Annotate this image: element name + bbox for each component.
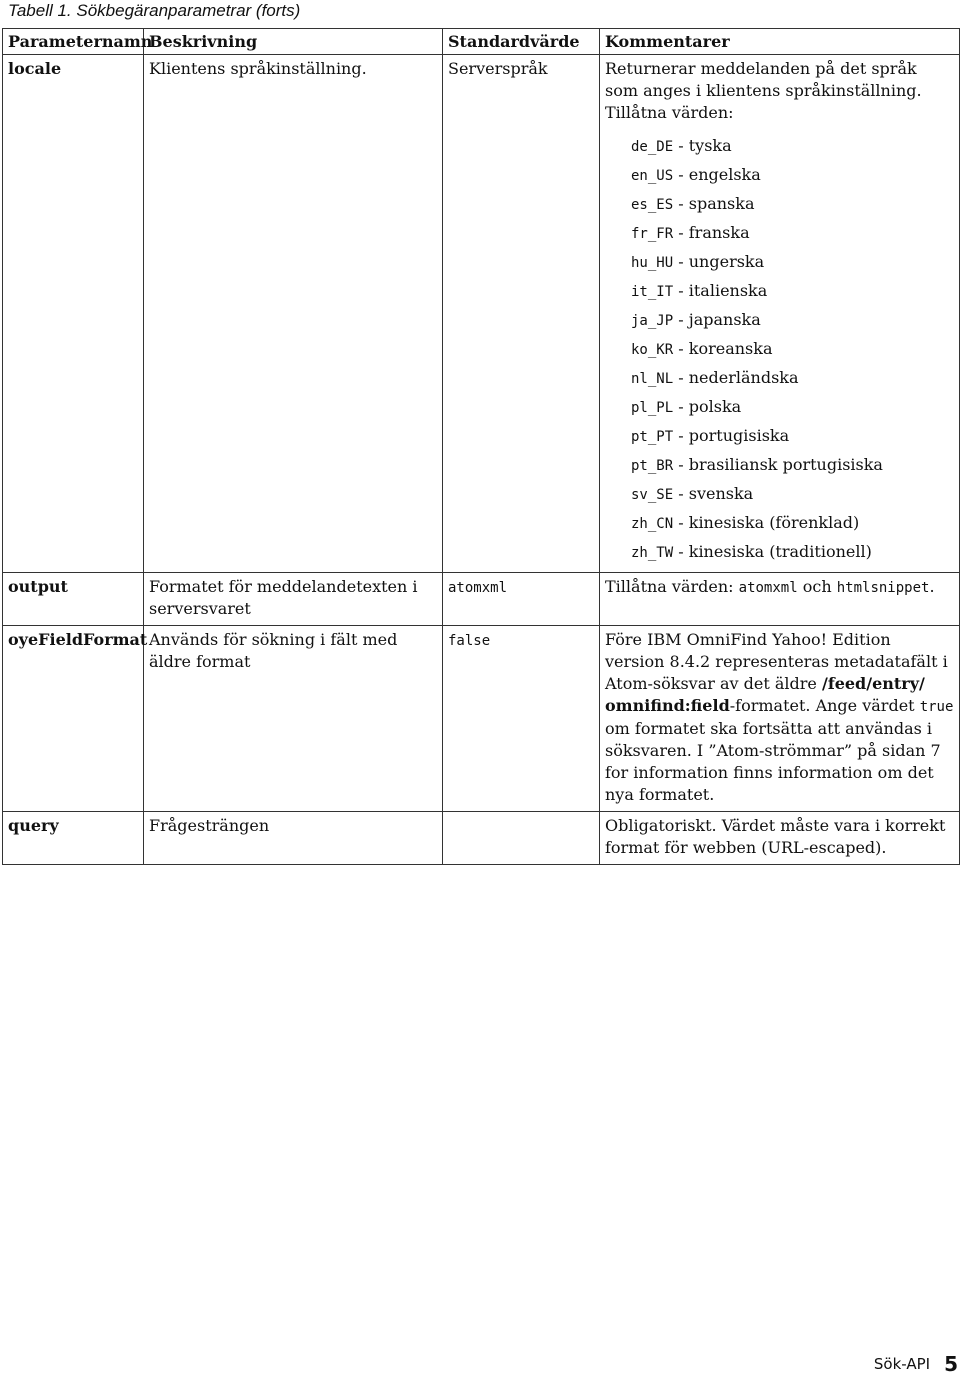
param-default: Serverspråk: [443, 55, 600, 573]
locale-comment-text: Returnerar meddelanden på det språk som anges i klientens språkinställning. Tillåtna värden:: [605, 59, 922, 122]
locale-code: ja_JP: [631, 313, 674, 329]
locale-label: - franska: [678, 223, 750, 242]
locale-label: - spanska: [678, 194, 755, 213]
locale-code: pt_PT: [631, 429, 674, 445]
param-description: Formatet för meddelandetexten i serversvaret: [144, 573, 443, 626]
comment-code: atomxml: [738, 580, 798, 596]
header-default-value: Standardvärde: [443, 29, 600, 55]
comment-code: htmlsnippet: [836, 580, 930, 596]
comment-bold-path: /feed/entry/ omnifind:field: [605, 674, 925, 715]
list-item: [631, 306, 954, 335]
param-comment: [600, 626, 960, 812]
list-item: [631, 509, 954, 538]
list-item: [631, 451, 954, 480]
locale-code: en_US: [631, 168, 674, 184]
list-item: [631, 335, 954, 364]
locale-code: zh_CN: [631, 516, 674, 532]
comment-text: .: [929, 577, 935, 596]
param-comment: [600, 55, 960, 573]
default-value-code: false: [448, 633, 491, 649]
list-item: [631, 277, 954, 306]
list-item: [631, 132, 954, 161]
list-item: [631, 161, 954, 190]
page-number: 5: [944, 1352, 958, 1376]
locale-values-list: [631, 132, 954, 567]
locale-code: sv_SE: [631, 487, 674, 503]
comment-code: true: [919, 699, 954, 715]
param-comment: Obligatoriskt. Värdet måste vara i korrekt format för webben (URL-escaped).: [600, 812, 960, 865]
locale-code: de_DE: [631, 139, 674, 155]
table-row-output: [3, 573, 960, 626]
param-description: Används för sökning i fält med äldre format: [144, 626, 443, 812]
list-item: [631, 219, 954, 248]
header-description: Beskrivning: [144, 29, 443, 55]
list-item: [631, 480, 954, 509]
param-description: Frågesträngen: [144, 812, 443, 865]
param-default: [443, 626, 600, 812]
param-name: query: [3, 812, 144, 865]
table-header-row: [3, 29, 960, 55]
locale-code: pl_PL: [631, 400, 674, 416]
list-item: [631, 538, 954, 567]
footer-section-title: Sök-API: [873, 1355, 931, 1373]
table-row-query: [3, 812, 960, 865]
locale-code: nl_NL: [631, 371, 674, 387]
comment-text: och: [797, 577, 837, 596]
list-item: [631, 364, 954, 393]
locale-code: hu_HU: [631, 255, 674, 271]
locale-label: - nederländska: [678, 368, 799, 387]
param-name: locale: [3, 55, 144, 573]
param-default: [443, 812, 600, 865]
param-comment: [600, 573, 960, 626]
locale-label: - kinesiska (traditionell): [678, 542, 872, 561]
comment-text: Tillåtna värden:: [605, 577, 739, 596]
param-name: output: [3, 573, 144, 626]
comment-text: om formatet ska fortsätta att användas i söksvaren. I ”Atom-strömmar” på sidan 7 for information finns information om det nya formatet.: [605, 719, 941, 804]
locale-label: - italienska: [678, 281, 768, 300]
list-item: [631, 393, 954, 422]
locale-label: - ungerska: [678, 252, 765, 271]
page-footer: [874, 1352, 958, 1376]
locale-code: it_IT: [631, 284, 674, 300]
locale-label: - polska: [678, 397, 742, 416]
param-description: Klientens språkinställning.: [144, 55, 443, 573]
locale-code: es_ES: [631, 197, 674, 213]
list-item: [631, 248, 954, 277]
locale-code: pt_BR: [631, 458, 674, 474]
comment-text: -formatet. Ange värdet: [729, 696, 920, 715]
locale-code: fr_FR: [631, 226, 674, 242]
locale-label: - koreanska: [678, 339, 773, 358]
header-parameter-name: Parameternamn: [3, 29, 144, 55]
param-default: [443, 573, 600, 626]
list-item: [631, 190, 954, 219]
locale-label: - brasiliansk portugisiska: [678, 455, 883, 474]
parameter-table: [2, 28, 960, 865]
table-row-locale: [3, 55, 960, 573]
locale-label: - kinesiska (förenklad): [678, 513, 860, 532]
header-comments: Kommentarer: [600, 29, 960, 55]
locale-code: zh_TW: [631, 545, 674, 561]
comment-text: Före IBM OmniFind Yahoo! Edition version 8.4.2 representeras metadatafält i Atom-söksvar av det äldre: [605, 630, 948, 693]
locale-code: ko_KR: [631, 342, 674, 358]
default-value-code: atomxml: [448, 580, 508, 596]
table-row-oyefieldformat: [3, 626, 960, 812]
table-caption: Tabell 1. Sökbegäranparametrar (forts): [8, 1, 301, 20]
locale-label: - svenska: [678, 484, 754, 503]
param-name: oyeFieldFormat: [3, 626, 144, 812]
list-item: [631, 422, 954, 451]
locale-label: - tyska: [678, 136, 732, 155]
locale-label: - engelska: [678, 165, 761, 184]
locale-label: - portugisiska: [678, 426, 790, 445]
locale-label: - japanska: [678, 310, 761, 329]
